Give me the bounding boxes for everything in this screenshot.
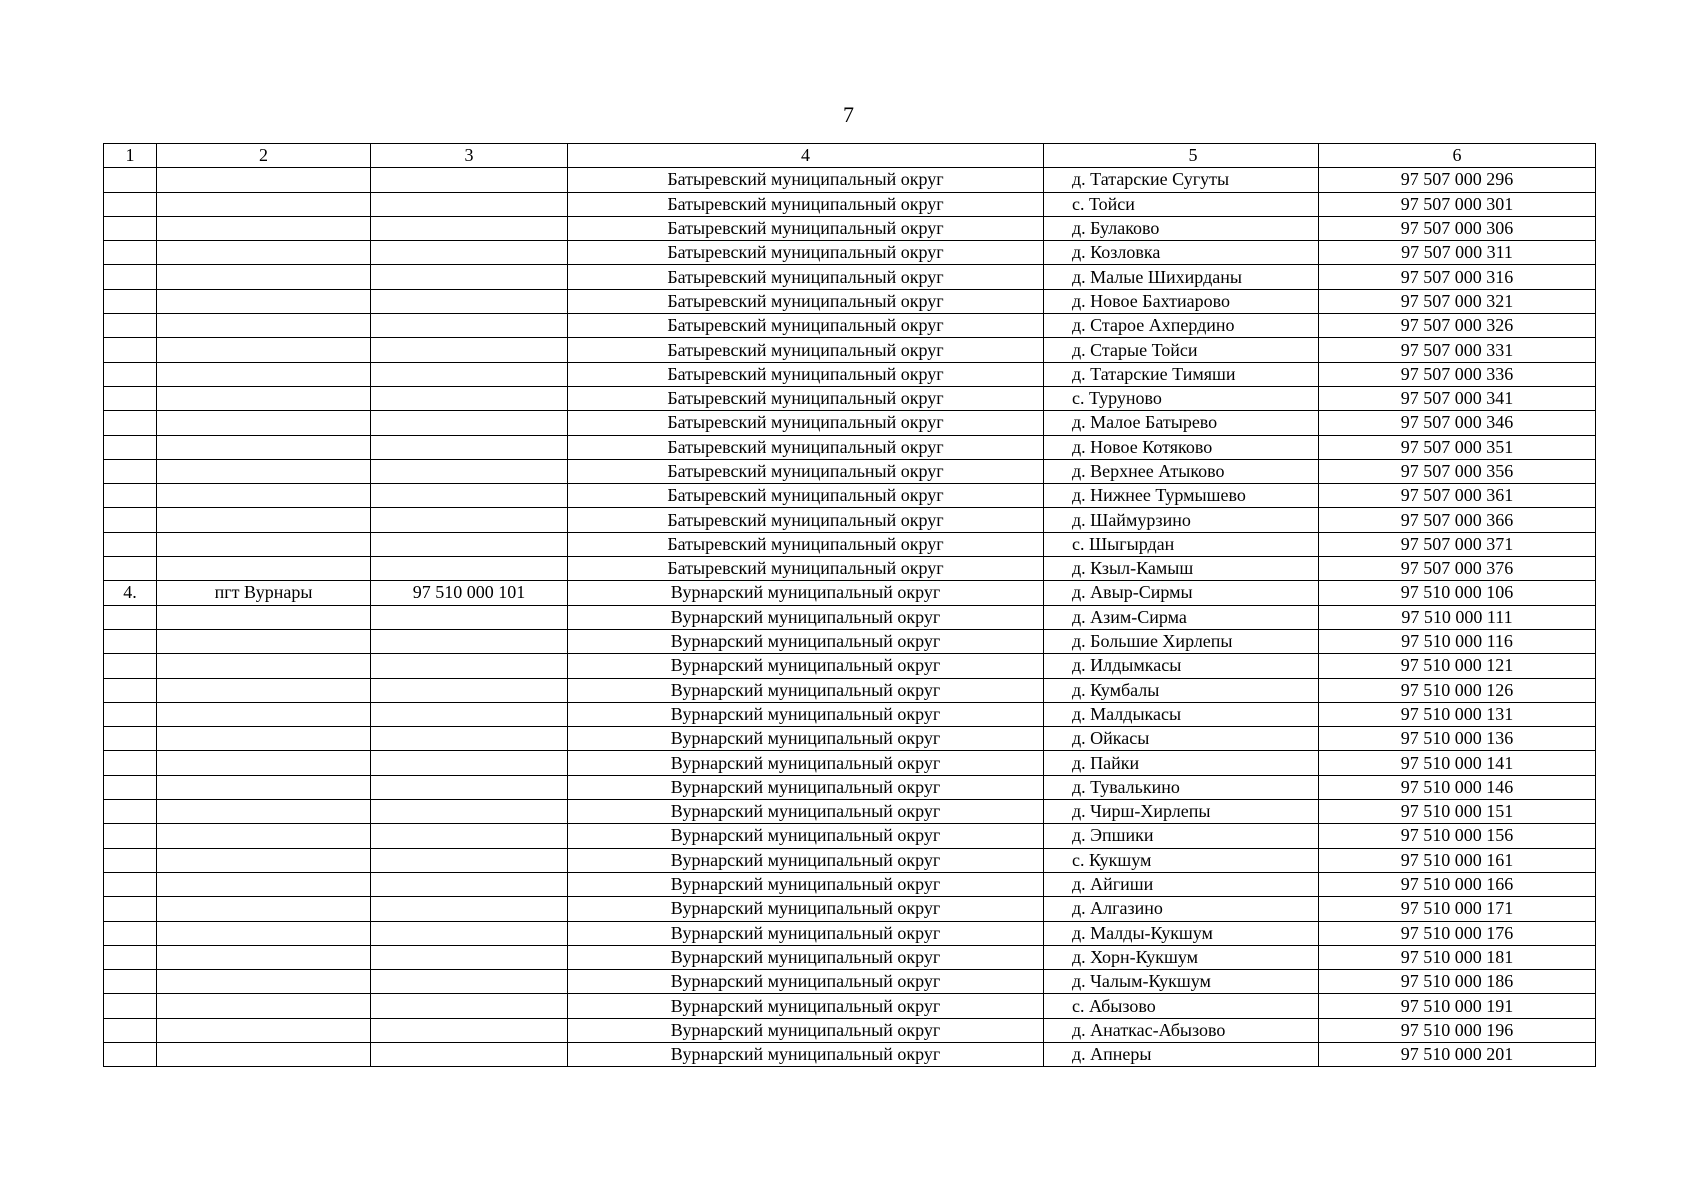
locality-code-cell: 97 510 000 181 bbox=[1319, 945, 1596, 969]
settlement-code-cell bbox=[371, 411, 568, 435]
row-number-cell bbox=[104, 484, 157, 508]
locality-code-cell: 97 510 000 146 bbox=[1319, 775, 1596, 799]
locality-code-cell: 97 507 000 306 bbox=[1319, 216, 1596, 240]
district-cell: Вурнарский муниципальный округ bbox=[568, 824, 1044, 848]
district-cell: Батыревский муниципальный округ bbox=[568, 192, 1044, 216]
settlement-code-cell bbox=[371, 872, 568, 896]
settlement-code-cell bbox=[371, 800, 568, 824]
district-cell: Батыревский муниципальный округ bbox=[568, 314, 1044, 338]
locality-code-cell: 97 510 000 171 bbox=[1319, 897, 1596, 921]
table-row bbox=[104, 386, 1596, 410]
district-cell: Вурнарский муниципальный округ bbox=[568, 970, 1044, 994]
settlement-code-cell bbox=[371, 557, 568, 581]
settlement-name-cell bbox=[157, 702, 371, 726]
locality-code-cell: 97 510 000 191 bbox=[1319, 994, 1596, 1018]
district-cell: Вурнарский муниципальный округ bbox=[568, 897, 1044, 921]
row-number-cell bbox=[104, 605, 157, 629]
table-row bbox=[104, 921, 1596, 945]
table-row bbox=[104, 945, 1596, 969]
district-cell: Вурнарский муниципальный округ bbox=[568, 775, 1044, 799]
table-row bbox=[104, 970, 1596, 994]
district-cell: Вурнарский муниципальный округ bbox=[568, 751, 1044, 775]
locality-code-cell: 97 510 000 121 bbox=[1319, 654, 1596, 678]
row-number-cell bbox=[104, 314, 157, 338]
locality-code-cell: 97 510 000 151 bbox=[1319, 800, 1596, 824]
row-number-cell bbox=[104, 362, 157, 386]
table-row bbox=[104, 605, 1596, 629]
row-number-cell bbox=[104, 289, 157, 313]
locality-cell: д. Малды-Кукшум bbox=[1044, 921, 1319, 945]
locality-cell: д. Булаково bbox=[1044, 216, 1319, 240]
settlement-name-cell bbox=[157, 872, 371, 896]
district-cell: Батыревский муниципальный округ bbox=[568, 484, 1044, 508]
table-row bbox=[104, 484, 1596, 508]
registry-table bbox=[103, 143, 1596, 1067]
settlement-name-cell bbox=[157, 338, 371, 362]
locality-code-cell: 97 507 000 371 bbox=[1319, 532, 1596, 556]
locality-cell: с. Шыгырдан bbox=[1044, 532, 1319, 556]
locality-code-cell: 97 507 000 301 bbox=[1319, 192, 1596, 216]
table-row bbox=[104, 216, 1596, 240]
settlement-name-cell bbox=[157, 970, 371, 994]
locality-code-cell: 97 510 000 176 bbox=[1319, 921, 1596, 945]
settlement-code-cell bbox=[371, 702, 568, 726]
table-header bbox=[104, 144, 1596, 168]
column-header: 3 bbox=[371, 144, 568, 168]
locality-cell: д. Шаймурзино bbox=[1044, 508, 1319, 532]
row-number-cell bbox=[104, 216, 157, 240]
locality-cell: д. Татарские Сугуты bbox=[1044, 168, 1319, 192]
locality-code-cell: 97 510 000 161 bbox=[1319, 848, 1596, 872]
district-cell: Батыревский муниципальный округ bbox=[568, 435, 1044, 459]
table-row bbox=[104, 678, 1596, 702]
settlement-code-cell bbox=[371, 168, 568, 192]
locality-code-cell: 97 507 000 336 bbox=[1319, 362, 1596, 386]
district-cell: Батыревский муниципальный округ bbox=[568, 241, 1044, 265]
table-row bbox=[104, 508, 1596, 532]
district-cell: Вурнарский муниципальный округ bbox=[568, 629, 1044, 653]
locality-cell: д. Ойкасы bbox=[1044, 727, 1319, 751]
district-cell: Вурнарский муниципальный округ bbox=[568, 654, 1044, 678]
settlement-code-cell bbox=[371, 532, 568, 556]
locality-cell: с. Туруново bbox=[1044, 386, 1319, 410]
row-number-cell bbox=[104, 702, 157, 726]
settlement-code-cell bbox=[371, 314, 568, 338]
settlement-code-cell bbox=[371, 897, 568, 921]
row-number-cell bbox=[104, 994, 157, 1018]
district-cell: Вурнарский муниципальный округ bbox=[568, 800, 1044, 824]
table-row bbox=[104, 702, 1596, 726]
locality-cell: д. Малые Шихирданы bbox=[1044, 265, 1319, 289]
column-header: 2 bbox=[157, 144, 371, 168]
table-row bbox=[104, 362, 1596, 386]
locality-code-cell: 97 510 000 126 bbox=[1319, 678, 1596, 702]
locality-cell: д. Апнеры bbox=[1044, 1042, 1319, 1066]
locality-cell: д. Старые Тойси bbox=[1044, 338, 1319, 362]
table-row bbox=[104, 800, 1596, 824]
settlement-code-cell bbox=[371, 727, 568, 751]
locality-code-cell: 97 507 000 376 bbox=[1319, 557, 1596, 581]
locality-code-cell: 97 510 000 111 bbox=[1319, 605, 1596, 629]
table-row bbox=[104, 314, 1596, 338]
settlement-name-cell bbox=[157, 751, 371, 775]
table-row bbox=[104, 435, 1596, 459]
locality-code-cell: 97 507 000 331 bbox=[1319, 338, 1596, 362]
locality-code-cell: 97 507 000 356 bbox=[1319, 459, 1596, 483]
row-number-cell bbox=[104, 751, 157, 775]
locality-cell: д. Козловка bbox=[1044, 241, 1319, 265]
table-row bbox=[104, 994, 1596, 1018]
table-row bbox=[104, 824, 1596, 848]
locality-code-cell: 97 507 000 316 bbox=[1319, 265, 1596, 289]
settlement-name-cell bbox=[157, 508, 371, 532]
settlement-code-cell bbox=[371, 362, 568, 386]
header-row bbox=[104, 144, 1596, 168]
settlement-name-cell bbox=[157, 435, 371, 459]
row-number-cell bbox=[104, 800, 157, 824]
settlement-code-cell bbox=[371, 970, 568, 994]
locality-code-cell: 97 507 000 311 bbox=[1319, 241, 1596, 265]
table-row bbox=[104, 338, 1596, 362]
district-cell: Вурнарский муниципальный округ bbox=[568, 581, 1044, 605]
row-number-cell bbox=[104, 508, 157, 532]
locality-cell: д. Малое Батырево bbox=[1044, 411, 1319, 435]
settlement-name-cell bbox=[157, 168, 371, 192]
settlement-name-cell bbox=[157, 289, 371, 313]
district-cell: Батыревский муниципальный округ bbox=[568, 168, 1044, 192]
row-number-cell bbox=[104, 775, 157, 799]
locality-cell: д. Анаткас-Абызово bbox=[1044, 1018, 1319, 1042]
row-number-cell bbox=[104, 1018, 157, 1042]
row-number-cell bbox=[104, 557, 157, 581]
row-number-cell bbox=[104, 872, 157, 896]
locality-cell: д. Авыр-Сирмы bbox=[1044, 581, 1319, 605]
district-cell: Батыревский муниципальный округ bbox=[568, 362, 1044, 386]
table-row bbox=[104, 241, 1596, 265]
locality-code-cell: 97 510 000 166 bbox=[1319, 872, 1596, 896]
row-number-cell bbox=[104, 921, 157, 945]
locality-code-cell: 97 510 000 116 bbox=[1319, 629, 1596, 653]
locality-cell: д. Пайки bbox=[1044, 751, 1319, 775]
locality-cell: д. Старое Ахпердино bbox=[1044, 314, 1319, 338]
settlement-code-cell bbox=[371, 338, 568, 362]
row-number-cell bbox=[104, 265, 157, 289]
column-header: 6 bbox=[1319, 144, 1596, 168]
row-number-cell bbox=[104, 970, 157, 994]
settlement-code-cell bbox=[371, 824, 568, 848]
row-number-cell bbox=[104, 411, 157, 435]
row-number-cell bbox=[104, 897, 157, 921]
row-number-cell bbox=[104, 848, 157, 872]
settlement-code-cell bbox=[371, 848, 568, 872]
district-cell: Батыревский муниципальный округ bbox=[568, 557, 1044, 581]
district-cell: Батыревский муниципальный округ bbox=[568, 338, 1044, 362]
table-row bbox=[104, 168, 1596, 192]
settlement-name-cell bbox=[157, 629, 371, 653]
locality-code-cell: 97 510 000 136 bbox=[1319, 727, 1596, 751]
settlement-name-cell bbox=[157, 775, 371, 799]
locality-code-cell: 97 507 000 321 bbox=[1319, 289, 1596, 313]
row-number-cell bbox=[104, 629, 157, 653]
district-cell: Вурнарский муниципальный округ bbox=[568, 921, 1044, 945]
district-cell: Вурнарский муниципальный округ bbox=[568, 994, 1044, 1018]
locality-code-cell: 97 510 000 141 bbox=[1319, 751, 1596, 775]
settlement-code-cell bbox=[371, 678, 568, 702]
settlement-name-cell bbox=[157, 1018, 371, 1042]
settlement-name-cell bbox=[157, 241, 371, 265]
table-row bbox=[104, 897, 1596, 921]
settlement-code-cell bbox=[371, 751, 568, 775]
settlement-name-cell bbox=[157, 848, 371, 872]
settlement-name-cell: пгт Вурнары bbox=[157, 581, 371, 605]
settlement-name-cell bbox=[157, 800, 371, 824]
locality-code-cell: 97 507 000 361 bbox=[1319, 484, 1596, 508]
settlement-name-cell bbox=[157, 192, 371, 216]
settlement-name-cell bbox=[157, 605, 371, 629]
table-row bbox=[104, 1018, 1596, 1042]
table-row bbox=[104, 532, 1596, 556]
table-row bbox=[104, 775, 1596, 799]
locality-code-cell: 97 507 000 296 bbox=[1319, 168, 1596, 192]
settlement-name-cell bbox=[157, 897, 371, 921]
locality-code-cell: 97 510 000 186 bbox=[1319, 970, 1596, 994]
settlement-code-cell bbox=[371, 459, 568, 483]
settlement-code-cell bbox=[371, 241, 568, 265]
district-cell: Батыревский муниципальный округ bbox=[568, 508, 1044, 532]
locality-cell: д. Татарские Тимяши bbox=[1044, 362, 1319, 386]
page-number: 7 bbox=[843, 102, 854, 127]
district-cell: Вурнарский муниципальный округ bbox=[568, 702, 1044, 726]
locality-code-cell: 97 510 000 201 bbox=[1319, 1042, 1596, 1066]
settlement-code-cell bbox=[371, 629, 568, 653]
locality-code-cell: 97 510 000 196 bbox=[1319, 1018, 1596, 1042]
settlement-name-cell bbox=[157, 654, 371, 678]
locality-cell: д. Хорн-Кукшум bbox=[1044, 945, 1319, 969]
district-cell: Вурнарский муниципальный округ bbox=[568, 1018, 1044, 1042]
settlement-name-cell bbox=[157, 459, 371, 483]
table-row bbox=[104, 727, 1596, 751]
locality-cell: д. Чирш-Хирлепы bbox=[1044, 800, 1319, 824]
locality-cell: с. Тойси bbox=[1044, 192, 1319, 216]
row-number-cell bbox=[104, 945, 157, 969]
locality-cell: д. Кзыл-Камыш bbox=[1044, 557, 1319, 581]
settlement-name-cell bbox=[157, 386, 371, 410]
locality-code-cell: 97 507 000 346 bbox=[1319, 411, 1596, 435]
row-number-cell bbox=[104, 386, 157, 410]
table-row bbox=[104, 411, 1596, 435]
settlement-code-cell bbox=[371, 605, 568, 629]
district-cell: Батыревский муниципальный округ bbox=[568, 386, 1044, 410]
table-row bbox=[104, 872, 1596, 896]
settlement-name-cell bbox=[157, 484, 371, 508]
settlement-name-cell bbox=[157, 216, 371, 240]
district-cell: Батыревский муниципальный округ bbox=[568, 289, 1044, 313]
locality-cell: д. Айгиши bbox=[1044, 872, 1319, 896]
table-row bbox=[104, 751, 1596, 775]
locality-cell: д. Тувалькино bbox=[1044, 775, 1319, 799]
settlement-code-cell bbox=[371, 994, 568, 1018]
district-cell: Батыревский муниципальный округ bbox=[568, 459, 1044, 483]
locality-cell: д. Эпшики bbox=[1044, 824, 1319, 848]
row-number-cell bbox=[104, 678, 157, 702]
table-row bbox=[104, 192, 1596, 216]
locality-cell: с. Кукшум bbox=[1044, 848, 1319, 872]
settlement-name-cell bbox=[157, 945, 371, 969]
locality-cell: д. Новое Котяково bbox=[1044, 435, 1319, 459]
settlement-code-cell bbox=[371, 289, 568, 313]
settlement-name-cell bbox=[157, 557, 371, 581]
locality-code-cell: 97 507 000 366 bbox=[1319, 508, 1596, 532]
table-row bbox=[104, 265, 1596, 289]
locality-cell: д. Нижнее Турмышево bbox=[1044, 484, 1319, 508]
settlement-code-cell bbox=[371, 435, 568, 459]
locality-code-cell: 97 510 000 131 bbox=[1319, 702, 1596, 726]
row-number-cell bbox=[104, 1042, 157, 1066]
settlement-code-cell bbox=[371, 508, 568, 532]
locality-cell: д. Илдымкасы bbox=[1044, 654, 1319, 678]
district-cell: Батыревский муниципальный округ bbox=[568, 532, 1044, 556]
row-number-cell bbox=[104, 654, 157, 678]
settlement-code-cell bbox=[371, 945, 568, 969]
settlement-code-cell bbox=[371, 484, 568, 508]
settlement-code-cell bbox=[371, 1018, 568, 1042]
settlement-name-cell bbox=[157, 314, 371, 338]
row-number-cell bbox=[104, 459, 157, 483]
locality-cell: с. Абызово bbox=[1044, 994, 1319, 1018]
settlement-name-cell bbox=[157, 824, 371, 848]
locality-code-cell: 97 507 000 341 bbox=[1319, 386, 1596, 410]
locality-code-cell: 97 507 000 326 bbox=[1319, 314, 1596, 338]
settlement-name-cell bbox=[157, 532, 371, 556]
locality-cell: д. Большие Хирлепы bbox=[1044, 629, 1319, 653]
settlement-name-cell bbox=[157, 265, 371, 289]
locality-code-cell: 97 510 000 156 bbox=[1319, 824, 1596, 848]
locality-code-cell: 97 507 000 351 bbox=[1319, 435, 1596, 459]
settlement-name-cell bbox=[157, 362, 371, 386]
settlement-code-cell bbox=[371, 654, 568, 678]
table-row bbox=[104, 654, 1596, 678]
settlement-code-cell bbox=[371, 386, 568, 410]
table-row bbox=[104, 459, 1596, 483]
locality-cell: д. Новое Бахтиарово bbox=[1044, 289, 1319, 313]
column-header: 4 bbox=[568, 144, 1044, 168]
table-row bbox=[104, 289, 1596, 313]
locality-cell: д. Верхнее Атыково bbox=[1044, 459, 1319, 483]
district-cell: Вурнарский муниципальный округ bbox=[568, 727, 1044, 751]
locality-code-cell: 97 510 000 106 bbox=[1319, 581, 1596, 605]
locality-cell: д. Кумбалы bbox=[1044, 678, 1319, 702]
district-cell: Вурнарский муниципальный округ bbox=[568, 678, 1044, 702]
settlement-name-cell bbox=[157, 921, 371, 945]
settlement-name-cell bbox=[157, 727, 371, 751]
row-number-cell bbox=[104, 435, 157, 459]
row-number-cell bbox=[104, 192, 157, 216]
district-cell: Батыревский муниципальный округ bbox=[568, 411, 1044, 435]
locality-cell: д. Азим-Сирма bbox=[1044, 605, 1319, 629]
settlement-name-cell bbox=[157, 411, 371, 435]
table-row bbox=[104, 557, 1596, 581]
settlement-code-cell bbox=[371, 216, 568, 240]
district-cell: Вурнарский муниципальный округ bbox=[568, 945, 1044, 969]
settlement-code-cell bbox=[371, 192, 568, 216]
district-cell: Вурнарский муниципальный округ bbox=[568, 605, 1044, 629]
settlement-name-cell bbox=[157, 1042, 371, 1066]
column-header: 5 bbox=[1044, 144, 1319, 168]
locality-cell: д. Малдыкасы bbox=[1044, 702, 1319, 726]
district-cell: Вурнарский муниципальный округ bbox=[568, 848, 1044, 872]
settlement-name-cell bbox=[157, 994, 371, 1018]
settlement-code-cell bbox=[371, 1042, 568, 1066]
row-number-cell bbox=[104, 532, 157, 556]
district-cell: Вурнарский муниципальный округ bbox=[568, 1042, 1044, 1066]
column-header: 1 bbox=[104, 144, 157, 168]
row-number-cell bbox=[104, 824, 157, 848]
district-cell: Вурнарский муниципальный округ bbox=[568, 872, 1044, 896]
settlement-code-cell: 97 510 000 101 bbox=[371, 581, 568, 605]
table-body bbox=[104, 168, 1596, 1067]
settlement-code-cell bbox=[371, 775, 568, 799]
row-number-cell bbox=[104, 241, 157, 265]
table-row bbox=[104, 629, 1596, 653]
row-number-cell bbox=[104, 727, 157, 751]
locality-cell: д. Алгазино bbox=[1044, 897, 1319, 921]
settlement-name-cell bbox=[157, 678, 371, 702]
settlement-code-cell bbox=[371, 921, 568, 945]
district-cell: Батыревский муниципальный округ bbox=[568, 265, 1044, 289]
locality-cell: д. Чалым-Кукшум bbox=[1044, 970, 1319, 994]
row-number-cell bbox=[104, 338, 157, 362]
table-row bbox=[104, 1042, 1596, 1066]
district-cell: Батыревский муниципальный округ bbox=[568, 216, 1044, 240]
row-number-cell bbox=[104, 168, 157, 192]
settlement-code-cell bbox=[371, 265, 568, 289]
table-row bbox=[104, 848, 1596, 872]
row-number-cell: 4. bbox=[104, 581, 157, 605]
table-row bbox=[104, 581, 1596, 605]
